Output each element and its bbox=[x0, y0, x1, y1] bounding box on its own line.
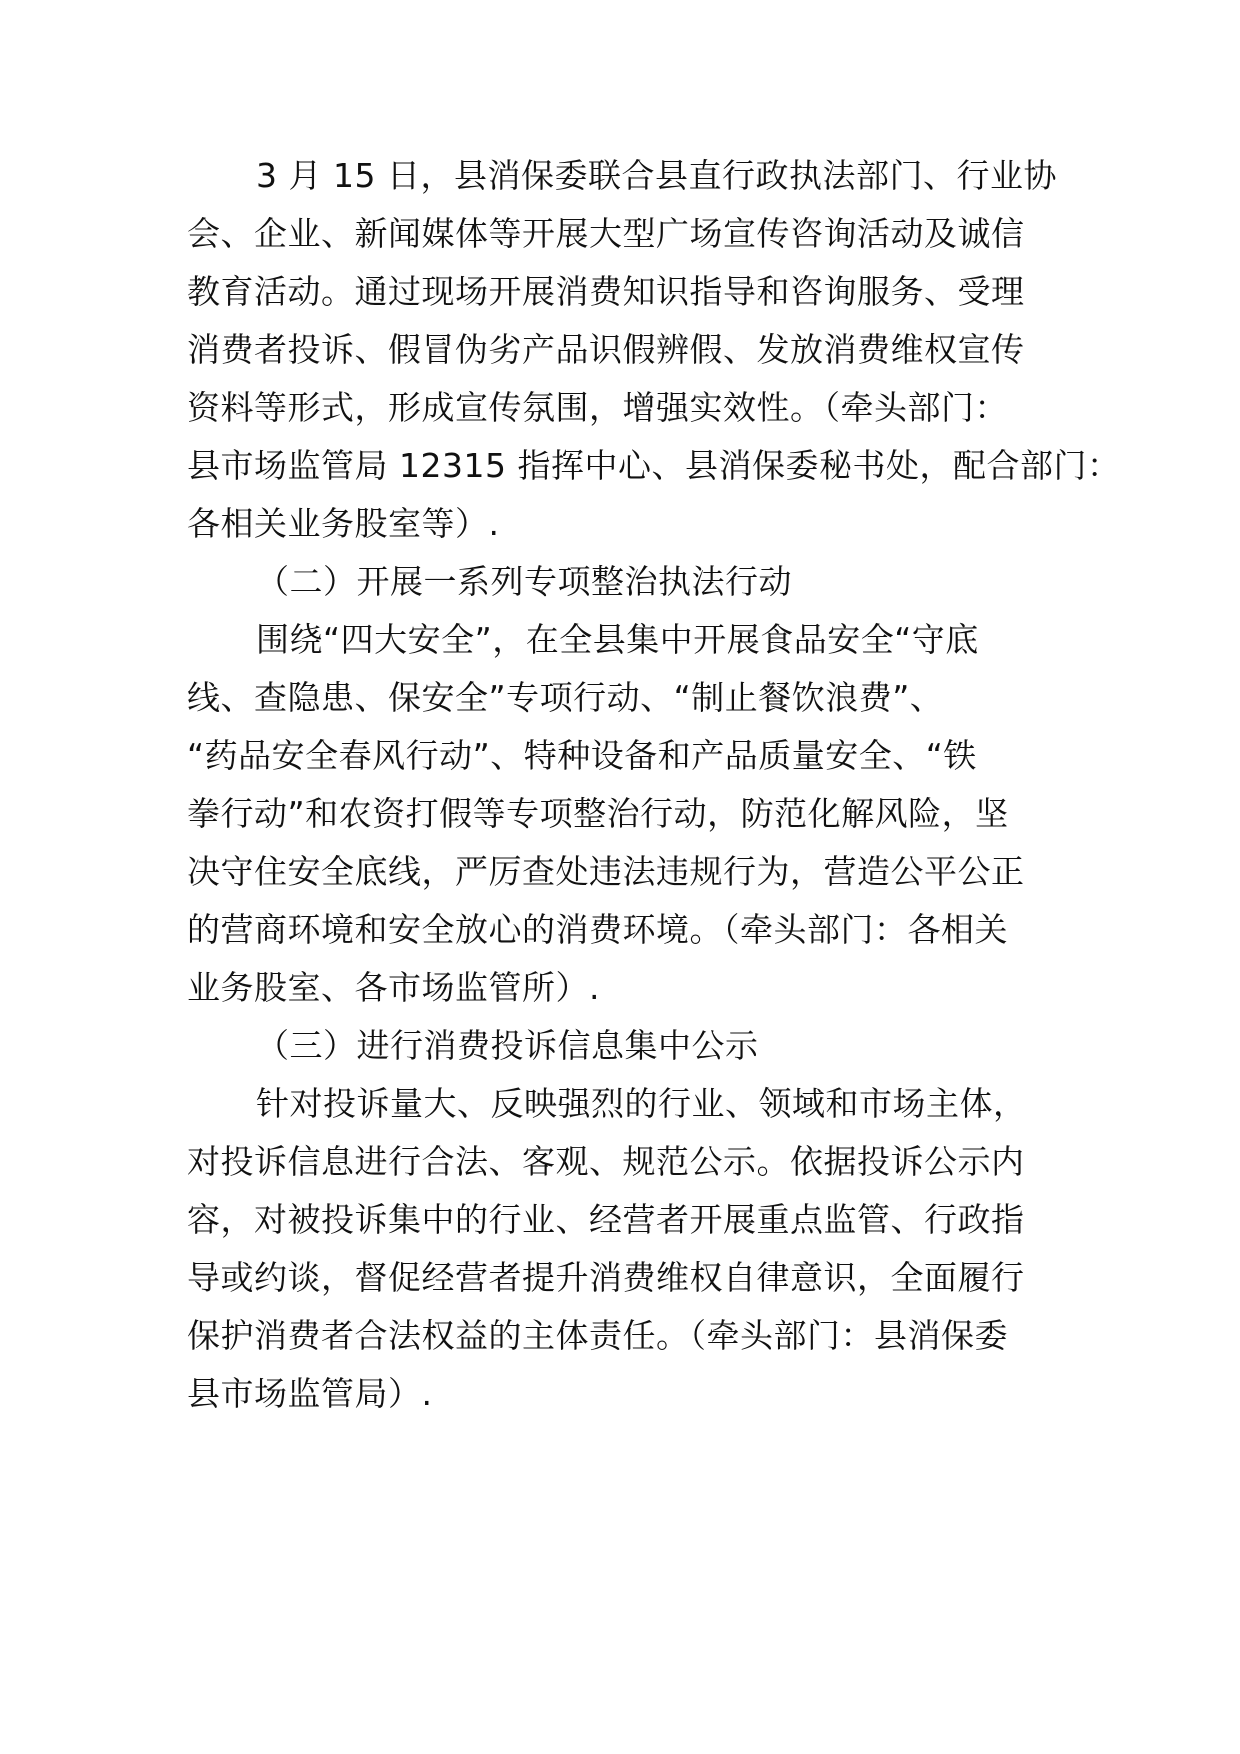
paragraph-line: 导或约谈，督促经营者提升消费维权自律意识，全面履行 bbox=[187, 1258, 1025, 1297]
paragraph-line: 教育活动。通过现场开展消费知识指导和咨询服务、受理 bbox=[187, 272, 1025, 311]
paragraph-line: 会、企业、新闻媒体等开展大型广场宣传咨询活动及诚信 bbox=[187, 214, 1025, 253]
paragraph-line: 3 月 15 日，县消保委联合县直行政执法部门、行业协 bbox=[256, 156, 1057, 195]
paragraph-line: “药品安全春风行动”、特种设备和产品质量安全、“铁 bbox=[187, 736, 977, 775]
paragraph-line: 拳行动”和农资打假等专项整治行动，防范化解风险，坚 bbox=[187, 794, 1009, 833]
paragraph-line: 资料等形式，形成宣传氛围，增强实效性。（牵头部门： bbox=[187, 388, 1008, 427]
paragraph-line: 业务股室、各市场监管所）. bbox=[187, 968, 600, 1007]
paragraph-line: 对投诉信息进行合法、客观、规范公示。依据投诉公示内 bbox=[187, 1142, 1025, 1181]
paragraph-line: 的营商环境和安全放心的消费环境。（牵头部门：各相关 bbox=[187, 910, 1008, 949]
paragraph-line: 消费者投诉、假冒伪劣产品识假辨假、发放消费维权宣传 bbox=[187, 330, 1025, 369]
paragraph-line: 决守住安全底线，严厉查处违法违规行为，营造公平公正 bbox=[187, 852, 1025, 891]
paragraph-line: 县市场监管局 12315 指挥中心、县消保委秘书处，配合部门： bbox=[187, 446, 1121, 485]
paragraph-line: 各相关业务股室等）. bbox=[187, 504, 500, 543]
paragraph-line: 围绕“四大安全”，在全县集中开展食品安全“守底 bbox=[256, 620, 979, 659]
paragraph-line: 容，对被投诉集中的行业、经营者开展重点监管、行政指 bbox=[187, 1200, 1025, 1239]
section-heading: （三）进行消费投诉信息集中公示 bbox=[256, 1026, 759, 1065]
section-heading: （二）开展一系列专项整治执法行动 bbox=[256, 562, 792, 601]
paragraph-line: 保护消费者合法权益的主体责任。（牵头部门：县消保委 bbox=[187, 1316, 1008, 1355]
paragraph-line: 线、查隐患、保安全”专项行动、“制止餐饮浪费”、 bbox=[187, 678, 944, 717]
paragraph-line: 针对投诉量大、反映强烈的行业、领域和市场主体， bbox=[256, 1084, 1027, 1123]
paragraph-line: 县市场监管局）. bbox=[187, 1374, 433, 1413]
